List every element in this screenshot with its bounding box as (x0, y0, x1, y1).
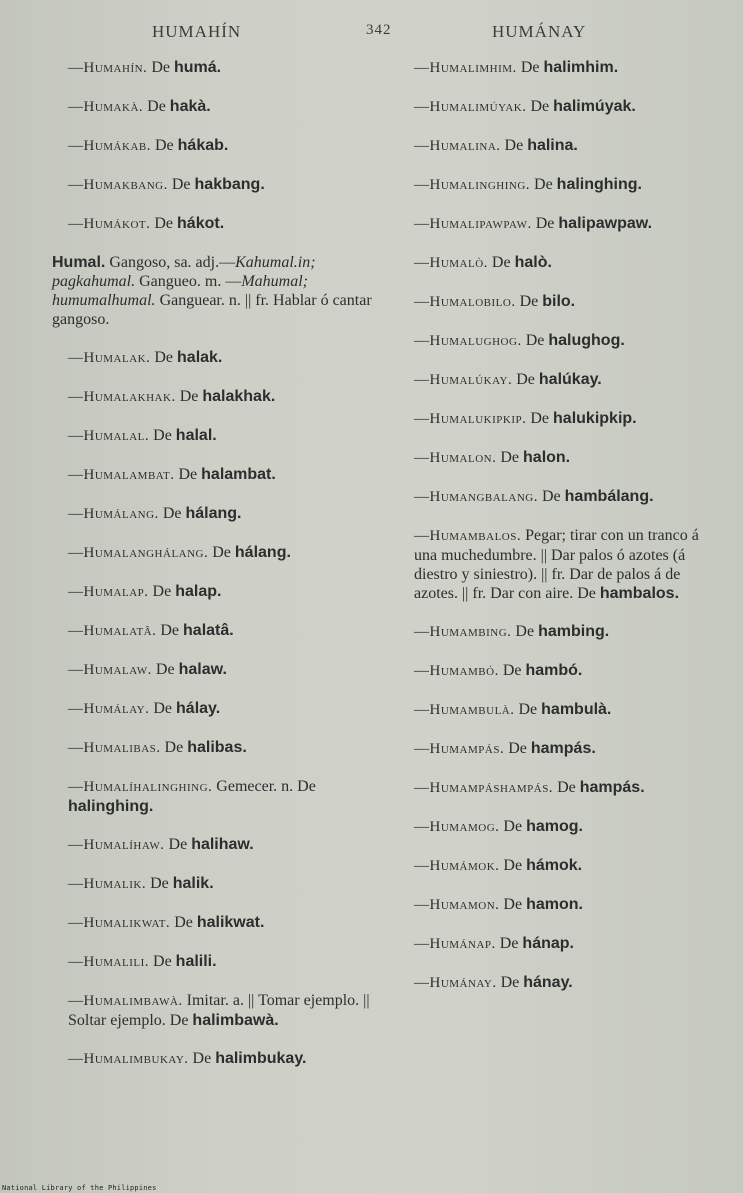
entry-headword: —Humalakhak. (68, 389, 176, 405)
dictionary-entry (52, 504, 374, 524)
dictionary-entry (398, 973, 716, 993)
entry-reference: halakhak. (202, 388, 276, 405)
entry-reference: hálay. (176, 700, 221, 717)
entry-headword: —Humalimúyak. (414, 99, 527, 115)
dictionary-entry (398, 778, 716, 798)
entry-headword: —Humalobilo. (414, 294, 516, 310)
entry-headword: —Humalal. (68, 428, 150, 444)
entry-definition: De (525, 332, 545, 349)
entry-definition: De (534, 176, 553, 193)
entry-reference: halúkay. (538, 371, 602, 388)
dictionary-entry (52, 913, 374, 933)
entry-definition: De (153, 953, 172, 970)
entry-headword: —Humamon. (414, 897, 500, 913)
entry-derivative: Mahumal; humumalhumal. (52, 273, 308, 309)
dictionary-entry (52, 175, 374, 195)
entry-definition: De (160, 622, 180, 639)
entry-definition: De (519, 293, 539, 310)
entry-reference: halaw. (178, 661, 227, 678)
entry-headword: —Humalinghing. (414, 177, 531, 193)
entry-reference: halimhim. (543, 59, 619, 76)
entry-definition: Pegar; tirar con un tranco á una muchedumbre. || Dar palos ó azotes (á diestro y siniestro). || fr. Dar de palos á de azotes. || fr. Dar con aire. De (414, 527, 699, 602)
entry-definition: De (503, 896, 523, 913)
entry-definition: De (147, 98, 166, 115)
entry-definition: De (153, 700, 173, 717)
dictionary-entry (52, 97, 374, 117)
entry-definition: De (530, 410, 550, 427)
dictionary-entry (52, 253, 374, 329)
dictionary-entry (398, 253, 716, 273)
entry-headword: —Humánay. (414, 975, 497, 991)
entry-headword: —Humambulà. (414, 702, 515, 718)
left-column (52, 58, 374, 1088)
entry-headword: —Humalik. (68, 876, 147, 892)
dictionary-entry (398, 136, 716, 156)
entry-reference: hambulà. (541, 701, 612, 718)
entry-reference: halina. (527, 137, 578, 154)
entry-reference: hákab. (177, 137, 229, 154)
entry-headword: —Humalimhim. (414, 60, 517, 76)
entry-definition: Imitar. a. || Tomar ejemplo. || Soltar ejemplo. De (68, 992, 370, 1029)
dictionary-entry (398, 370, 716, 390)
entry-definition: De (174, 914, 193, 931)
entry-headword: —Humalanghálang. (68, 545, 209, 561)
entry-definition: Gangoso, sa. adj.— (109, 254, 236, 271)
entry-definition: De (541, 488, 561, 505)
entry-reference: halik. (172, 875, 214, 892)
entry-definition: Gangueo. m. — (139, 273, 242, 290)
dictionary-entry (52, 621, 374, 641)
entry-definition: Ganguear. n. || fr. Hablar ó cantar gangoso. (52, 292, 372, 328)
entry-headword: —Humalukipkip. (414, 411, 527, 427)
right-column (398, 58, 716, 1012)
entry-definition: De (503, 857, 523, 874)
library-footer: National Library of the Philippines (2, 1184, 157, 1192)
dictionary-entry (52, 660, 374, 680)
entry-headword: —Humámok. (414, 858, 500, 874)
entry-reference: halihaw. (191, 836, 254, 853)
entry-reference: hálang. (234, 544, 291, 561)
dictionary-entry (398, 58, 716, 78)
dictionary-entry (398, 622, 716, 642)
entry-headword: —Humalina. (414, 138, 501, 154)
entry-reference: hampás. (530, 740, 596, 757)
entry-definition: De (499, 935, 519, 952)
dictionary-entry (398, 856, 716, 876)
entry-definition: De (530, 98, 550, 115)
dictionary-entry (398, 895, 716, 915)
entry-reference: hálang. (185, 505, 242, 522)
dictionary-entry (398, 934, 716, 954)
entry-headword: —Humalipawpaw. (414, 216, 532, 232)
dictionary-entry (52, 426, 374, 446)
entry-definition: De (557, 779, 576, 796)
entry-definition: De (153, 427, 172, 444)
entry-reference: halon. (523, 449, 571, 466)
entry-headword: —Humambing. (414, 624, 512, 640)
entry-reference: hamog. (526, 818, 583, 835)
entry-definition: De (162, 505, 182, 522)
entry-definition: De (516, 371, 535, 388)
dictionary-entry (52, 835, 374, 855)
entry-reference: halatâ. (183, 622, 234, 639)
entry-definition: De (508, 740, 527, 757)
dictionary-entry (398, 487, 716, 507)
entry-reference: bilo. (542, 293, 576, 310)
dictionary-entry (52, 465, 374, 485)
entry-headword: Humal. (52, 254, 106, 271)
entry-headword: —Humalili. (68, 954, 150, 970)
dictionary-entry (52, 387, 374, 407)
entry-definition: De (212, 544, 231, 561)
dictionary-entry (52, 991, 374, 1030)
entry-headword: —Humalambat. (68, 467, 175, 483)
entry-definition: De (154, 215, 174, 232)
dictionary-entry (52, 874, 374, 894)
entry-reference: hampás. (579, 779, 645, 796)
dictionary-entry (398, 448, 716, 468)
entry-definition: De (164, 739, 184, 756)
entry-reference: halukipkip. (553, 410, 637, 427)
entry-definition: De (192, 1050, 212, 1067)
dictionary-entry (52, 214, 374, 234)
entry-reference: halimbukay. (215, 1050, 307, 1067)
entry-headword: —Humákab. (68, 138, 151, 154)
entry-headword: —Humahín. (68, 60, 148, 76)
entry-headword: —Humambalos. (414, 528, 522, 544)
dictionary-entry (52, 348, 374, 368)
entry-reference: hambalos. (599, 585, 680, 602)
dictionary-entry (398, 331, 716, 351)
entry-reference: halimbawà. (192, 1012, 279, 1029)
entry-definition: De (491, 254, 511, 271)
entry-headword: —Humálang. (68, 506, 159, 522)
dictionary-entry (52, 952, 374, 972)
entry-reference: halak. (177, 349, 223, 366)
dictionary-entry (52, 136, 374, 156)
entry-headword: —Humákot. (68, 216, 151, 232)
entry-headword: —Humangbalang. (414, 489, 538, 505)
dictionary-entry (398, 739, 716, 759)
dictionary-entry (398, 526, 716, 603)
dictionary-entry (52, 738, 374, 758)
dictionary-entry (52, 58, 374, 78)
entry-headword: —Humalúkay. (414, 372, 513, 388)
entry-headword: —Humalò. (414, 255, 488, 271)
entry-definition: De (152, 583, 172, 600)
entry-definition: De (502, 662, 522, 679)
entry-definition: De (503, 818, 523, 835)
entry-definition: De (178, 466, 198, 483)
entry-headword: —Humálay. (68, 701, 150, 717)
entry-definition: De (179, 388, 199, 405)
entry-reference: halughog. (548, 332, 625, 349)
entry-definition: De (150, 875, 169, 892)
entry-definition: De (515, 623, 535, 640)
dictionary-entry (52, 582, 374, 602)
dictionary-entry (398, 97, 716, 117)
entry-reference: hambing. (538, 623, 610, 640)
entry-reference: hambálang. (564, 488, 654, 505)
dictionary-entry (398, 175, 716, 195)
dictionary-entry (52, 543, 374, 563)
dictionary-entry (52, 699, 374, 719)
entry-headword: —Humalughog. (414, 333, 522, 349)
entry-headword: —Humalatâ. (68, 623, 157, 639)
entry-reference: hákot. (177, 215, 225, 232)
entry-reference: halal. (175, 427, 217, 444)
entry-headword: —Humambó. (414, 663, 499, 679)
entry-reference: halò. (514, 254, 552, 271)
entry-reference: humá. (173, 59, 222, 76)
page-number: 342 (366, 22, 392, 38)
dictionary-entry (398, 700, 716, 720)
entry-definition: De (155, 661, 175, 678)
entry-headword: —Humalíhaw. (68, 837, 165, 853)
entry-definition: De (520, 59, 540, 76)
entry-reference: halimúyak. (553, 98, 636, 115)
entry-headword: —Humalaw. (68, 662, 152, 678)
entry-reference: halili. (175, 953, 217, 970)
dictionary-entry (398, 661, 716, 681)
entry-headword: —Humakbang. (68, 177, 168, 193)
entry-definition: De (504, 137, 524, 154)
entry-definition: De (171, 176, 191, 193)
entry-definition: De (168, 836, 188, 853)
entry-headword: —Humalimbawà. (68, 993, 183, 1009)
entry-headword: —Humalon. (414, 450, 497, 466)
entry-reference: hakà. (169, 98, 211, 115)
entry-headword: —Humampás. (414, 741, 505, 757)
entry-reference: halipawpaw. (558, 215, 653, 232)
entry-reference: hamon. (526, 896, 583, 913)
entry-definition: De (154, 137, 174, 154)
entry-reference: hánay. (523, 974, 573, 991)
entry-reference: halap. (175, 583, 222, 600)
entry-reference: halibas. (187, 739, 247, 756)
entry-reference: halinghing. (556, 176, 642, 193)
entry-headword: —Humalap. (68, 584, 149, 600)
entry-headword: —Humalak. (68, 350, 151, 366)
entry-headword: —Humánap. (414, 936, 496, 952)
entry-headword: —Humamog. (414, 819, 500, 835)
dictionary-entry (398, 817, 716, 837)
entry-reference: hámok. (526, 857, 583, 874)
entry-headword: —Humalibas. (68, 740, 161, 756)
entry-reference: hambó. (525, 662, 583, 679)
entry-reference: halinghing. (68, 798, 154, 815)
entry-headword: —Humalikwat. (68, 915, 171, 931)
entry-derivative: Kahumal.in; pagkahumal. (52, 254, 316, 290)
entry-reference: halambat. (201, 466, 276, 483)
entry-reference: hánap. (522, 935, 574, 952)
entry-definition: De (151, 59, 170, 76)
entry-reference: halikwat. (196, 914, 265, 931)
dictionary-entry (398, 292, 716, 312)
entry-headword: —Humakà. (68, 99, 144, 115)
entry-definition: De (500, 974, 520, 991)
dictionary-entry (52, 1049, 374, 1069)
entry-definition: De (535, 215, 555, 232)
dictionary-entry (398, 409, 716, 429)
dictionary-entry (52, 777, 374, 816)
entry-reference: hakbang. (194, 176, 265, 193)
entry-headword: —Humalimbukay. (68, 1051, 189, 1067)
entry-headword: —Humampáshampás. (414, 780, 554, 796)
running-head-right: HUMÁNAY (492, 22, 587, 41)
entry-definition: De (500, 449, 520, 466)
entry-definition: De (154, 349, 174, 366)
entry-definition: De (518, 701, 538, 718)
running-head-left: HUMAHÍN (152, 22, 242, 41)
entry-headword: —Humalíhalinghing. (68, 779, 213, 795)
entry-definition: Gemecer. n. De (216, 778, 316, 795)
dictionary-entry (398, 214, 716, 234)
